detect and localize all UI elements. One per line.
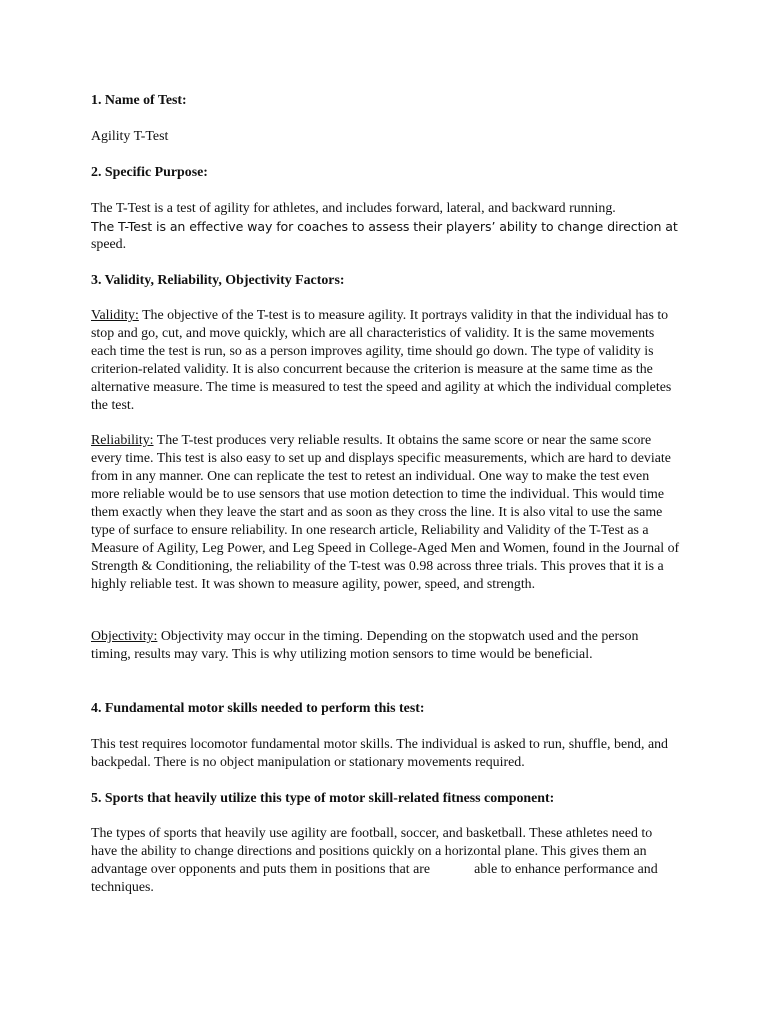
section-2-line-1: The T-Test is a test of agility for athletes, and includes forward, lateral, and backward running.: [91, 201, 616, 216]
objectivity-paragraph: [91, 628, 681, 664]
reliability-paragraph: [91, 432, 681, 594]
validity-paragraph: [91, 307, 681, 415]
validity-label: Validity:: [91, 308, 139, 323]
section-3-heading: 3. Validity, Reliability, Objectivity Factors:: [91, 273, 345, 288]
objectivity-label: Objectivity:: [91, 629, 158, 644]
section-5-heading: 5. Sports that heavily utilize this type of motor skill-related fitness component:: [91, 791, 555, 806]
objectivity-text: Objectivity may occur in the timing. Depending on the stopwatch used and the person timing, results may vary. This is why utilizing motion sensors to time would be beneficial.: [91, 629, 639, 662]
section-2-heading: 2. Specific Purpose:: [91, 165, 208, 180]
section-1-text: Agility T-Test: [91, 129, 169, 144]
section-4-heading: 4. Fundamental motor skills needed to perform this test:: [91, 701, 425, 716]
section-4-text: This test requires locomotor fundamental motor skills. The individual is asked to run, shuffle, bend, and backpedal. There is no object manipulation or stationary movements required.: [91, 737, 669, 770]
section-2-paragraph: [91, 200, 681, 254]
reliability-label: Reliability:: [91, 433, 154, 448]
section-2-line-3: speed.: [91, 237, 127, 252]
section-5-text-b: able to enhance performance and techniques.: [91, 862, 658, 895]
validity-text: The objective of the T-test is to measure agility. It portrays validity in that the individual has to stop and go, cut, and move quickly, which are all characteristics of validity. It is the same movements each time the test is run, so as a person improves agility, time should go down. The type of validity is criterion-related validity. It is also concurrent because the criterion is measure at the same time as the alternative measure. The time is measured to test the speed and agility at which the individual completes the test.: [91, 308, 672, 413]
section-5-text-a: The types of sports that heavily use agility are football, soccer, and basketball. These athletes need to have the ability to change directions and positions quickly on a horizontal plane. This gives them an advantage over opponents and puts them in positions that are: [91, 826, 653, 877]
section-1-heading: 1. Name of Test:: [91, 93, 187, 108]
section-2-line-2: The T-Test is an effective way for coaches to assess their players’ ability to change direction at: [91, 219, 678, 234]
reliability-text: The T-test produces very reliable results. It obtains the same score or near the same score every time. This test is also easy to set up and displays specific measurements, which are hard to deviate from in any manner. One can replicate the test to retest an individual. One way to make the test even more reliable would be to use sensors that use motion detection to time the individual. This would time them exactly when they leave the start and as soon as they cross the line. It is also vital to use the same type of surface to ensure reliability. In one research article, Reliability and Validity of the T-Test as a Measure of Agility, Leg Power, and Leg Speed in College-Aged Men and Women, found in the Journal of Strength & Conditioning, the reliability of the T-test was 0.98 across three trials. This proves that it is a highly reliable test. It was shown to measure agility, power, speed, and strength.: [91, 433, 680, 592]
section-5-paragraph: [91, 825, 681, 897]
